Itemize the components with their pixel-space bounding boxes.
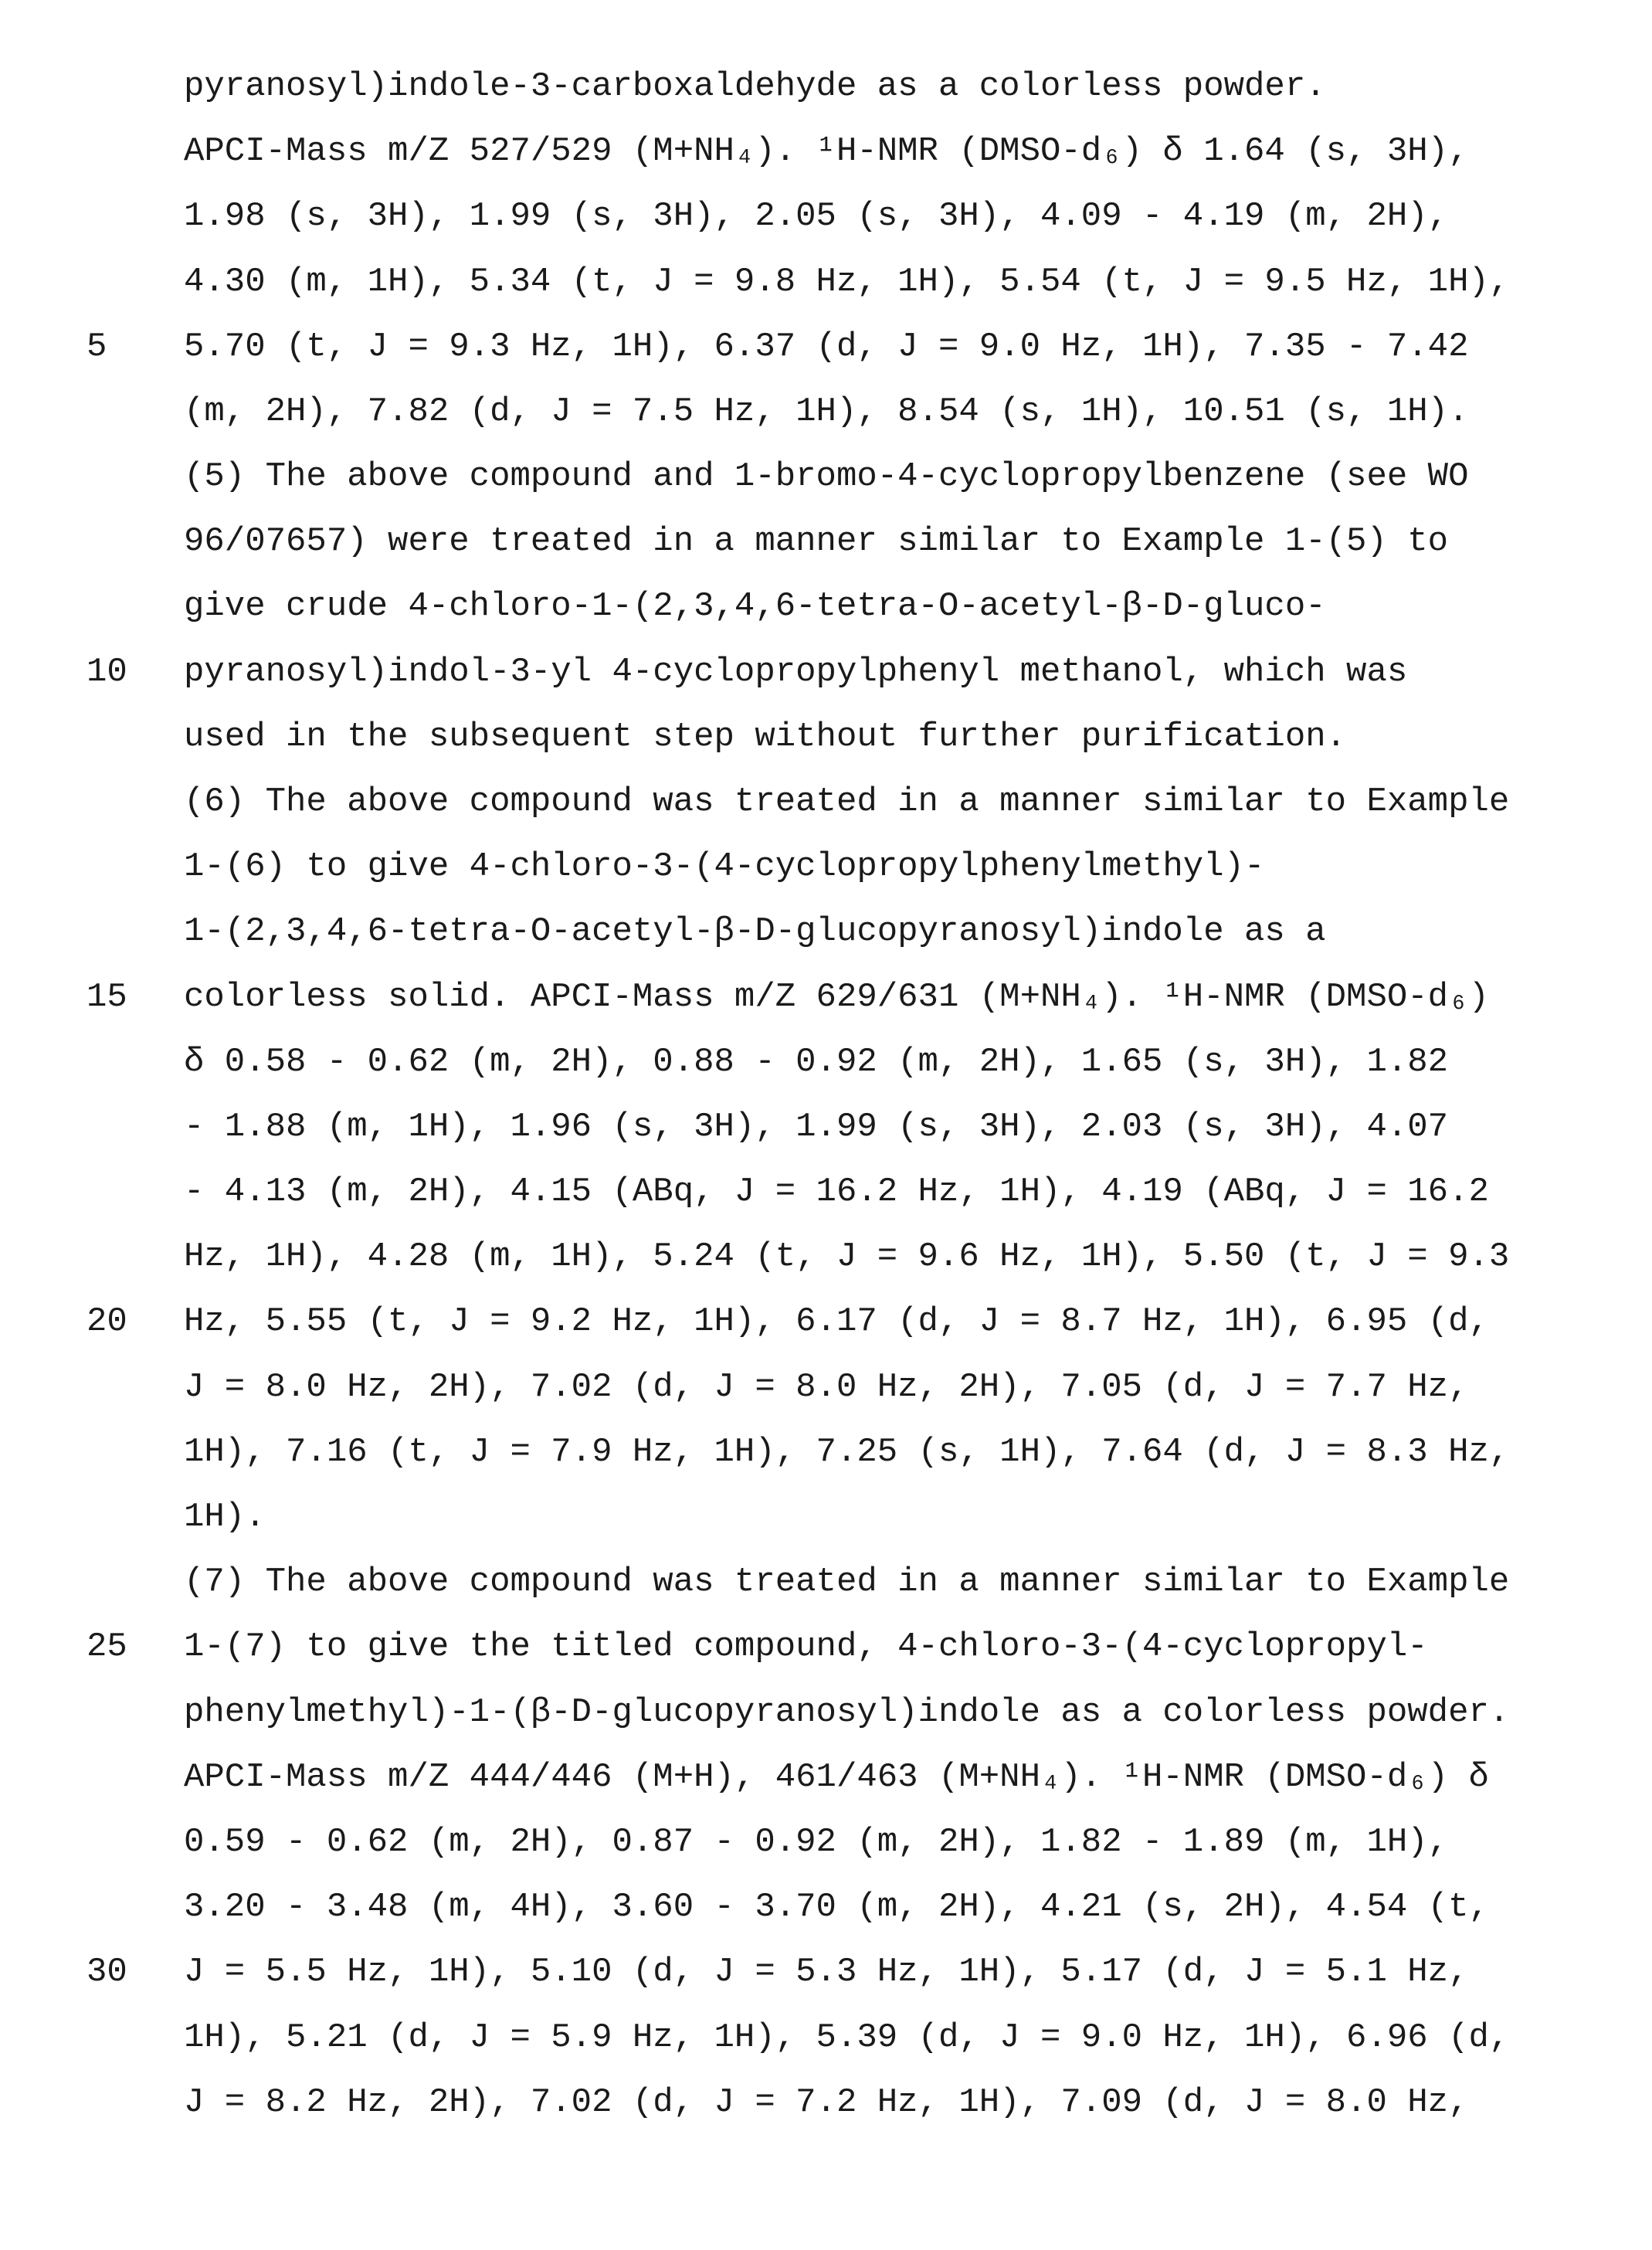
line-number: 20	[87, 1302, 127, 1341]
text-line: δ 0.58 - 0.62 (m, 2H), 0.88 - 0.92 (m, 2H), 1.65 (s, 3H), 1.82	[184, 1043, 1449, 1081]
text-line: phenylmethyl)-1-(β-D-glucopyranosyl)indole as a colorless powder.	[184, 1693, 1510, 1732]
text-line: used in the subsequent step without further purification.	[184, 718, 1347, 756]
text-line: colorless solid. APCI-Mass m/Z 629/631 (M+NH₄). ¹H-NMR (DMSO-d₆)	[184, 978, 1489, 1016]
text-line: 96/07657) were treated in a manner similar to Example 1-(5) to	[184, 522, 1449, 561]
text-line: 1-(2,3,4,6-tetra-O-acetyl-β-D-glucopyranosyl)indole as a	[184, 912, 1326, 951]
text-line: - 1.88 (m, 1H), 1.96 (s, 3H), 1.99 (s, 3H), 2.03 (s, 3H), 4.07	[184, 1108, 1449, 1146]
text-line: 4.30 (m, 1H), 5.34 (t, J = 9.8 Hz, 1H), 5.54 (t, J = 9.5 Hz, 1H),	[184, 263, 1510, 301]
text-line: J = 5.5 Hz, 1H), 5.10 (d, J = 5.3 Hz, 1H), 5.17 (d, J = 5.1 Hz,	[184, 1953, 1469, 1991]
line-number: 10	[87, 653, 127, 691]
text-line: 1H), 5.21 (d, J = 5.9 Hz, 1H), 5.39 (d, J = 9.0 Hz, 1H), 6.96 (d,	[184, 2018, 1510, 2057]
text-line: J = 8.0 Hz, 2H), 7.02 (d, J = 8.0 Hz, 2H), 7.05 (d, J = 7.7 Hz,	[184, 1368, 1469, 1407]
text-line: 1-(7) to give the titled compound, 4-chloro-3-(4-cyclopropyl-	[184, 1627, 1428, 1666]
text-line: APCI-Mass m/Z 444/446 (M+H), 461/463 (M+NH₄). ¹H-NMR (DMSO-d₆) δ	[184, 1758, 1489, 1797]
line-number: 30	[87, 1953, 127, 1991]
line-number: 25	[87, 1627, 127, 1666]
text-line: (6) The above compound was treated in a manner similar to Example	[184, 782, 1510, 821]
text-line: 1.98 (s, 3H), 1.99 (s, 3H), 2.05 (s, 3H), 4.09 - 4.19 (m, 2H),	[184, 197, 1449, 236]
line-number: 15	[87, 978, 127, 1016]
text-line: 5.70 (t, J = 9.3 Hz, 1H), 6.37 (d, J = 9.0 Hz, 1H), 7.35 - 7.42	[184, 327, 1469, 366]
text-line: APCI-Mass m/Z 527/529 (M+NH₄). ¹H-NMR (DMSO-d₆) δ 1.64 (s, 3H),	[184, 132, 1469, 171]
text-line: 1H), 7.16 (t, J = 7.9 Hz, 1H), 7.25 (s, 1H), 7.64 (d, J = 8.3 Hz,	[184, 1433, 1510, 1471]
text-line: 1-(6) to give 4-chloro-3-(4-cyclopropylphenylmethyl)-	[184, 847, 1265, 886]
text-line: 3.20 - 3.48 (m, 4H), 3.60 - 3.70 (m, 2H), 4.21 (s, 2H), 4.54 (t,	[184, 1888, 1489, 1926]
text-line: 1H).	[184, 1498, 266, 1536]
text-line: give crude 4-chloro-1-(2,3,4,6-tetra-O-acetyl-β-D-gluco-	[184, 587, 1326, 626]
text-line: (5) The above compound and 1-bromo-4-cyclopropylbenzene (see WO	[184, 457, 1469, 496]
text-line: pyranosyl)indole-3-carboxaldehyde as a colorless powder.	[184, 67, 1326, 106]
text-line: Hz, 5.55 (t, J = 9.2 Hz, 1H), 6.17 (d, J = 8.7 Hz, 1H), 6.95 (d,	[184, 1302, 1489, 1341]
text-line: - 4.13 (m, 2H), 4.15 (ABq, J = 16.2 Hz, 1H), 4.19 (ABq, J = 16.2	[184, 1173, 1489, 1211]
text-line: 0.59 - 0.62 (m, 2H), 0.87 - 0.92 (m, 2H), 1.82 - 1.89 (m, 1H),	[184, 1823, 1449, 1861]
text-line: pyranosyl)indol-3-yl 4-cyclopropylphenyl methanol, which was	[184, 653, 1408, 691]
text-line: Hz, 1H), 4.28 (m, 1H), 5.24 (t, J = 9.6 Hz, 1H), 5.50 (t, J = 9.3	[184, 1237, 1510, 1276]
line-number: 5	[87, 327, 107, 366]
text-line: (7) The above compound was treated in a manner similar to Example	[184, 1563, 1510, 1601]
text-line: J = 8.2 Hz, 2H), 7.02 (d, J = 7.2 Hz, 1H), 7.09 (d, J = 8.0 Hz,	[184, 2083, 1469, 2122]
text-line: (m, 2H), 7.82 (d, J = 7.5 Hz, 1H), 8.54 (s, 1H), 10.51 (s, 1H).	[184, 392, 1469, 431]
